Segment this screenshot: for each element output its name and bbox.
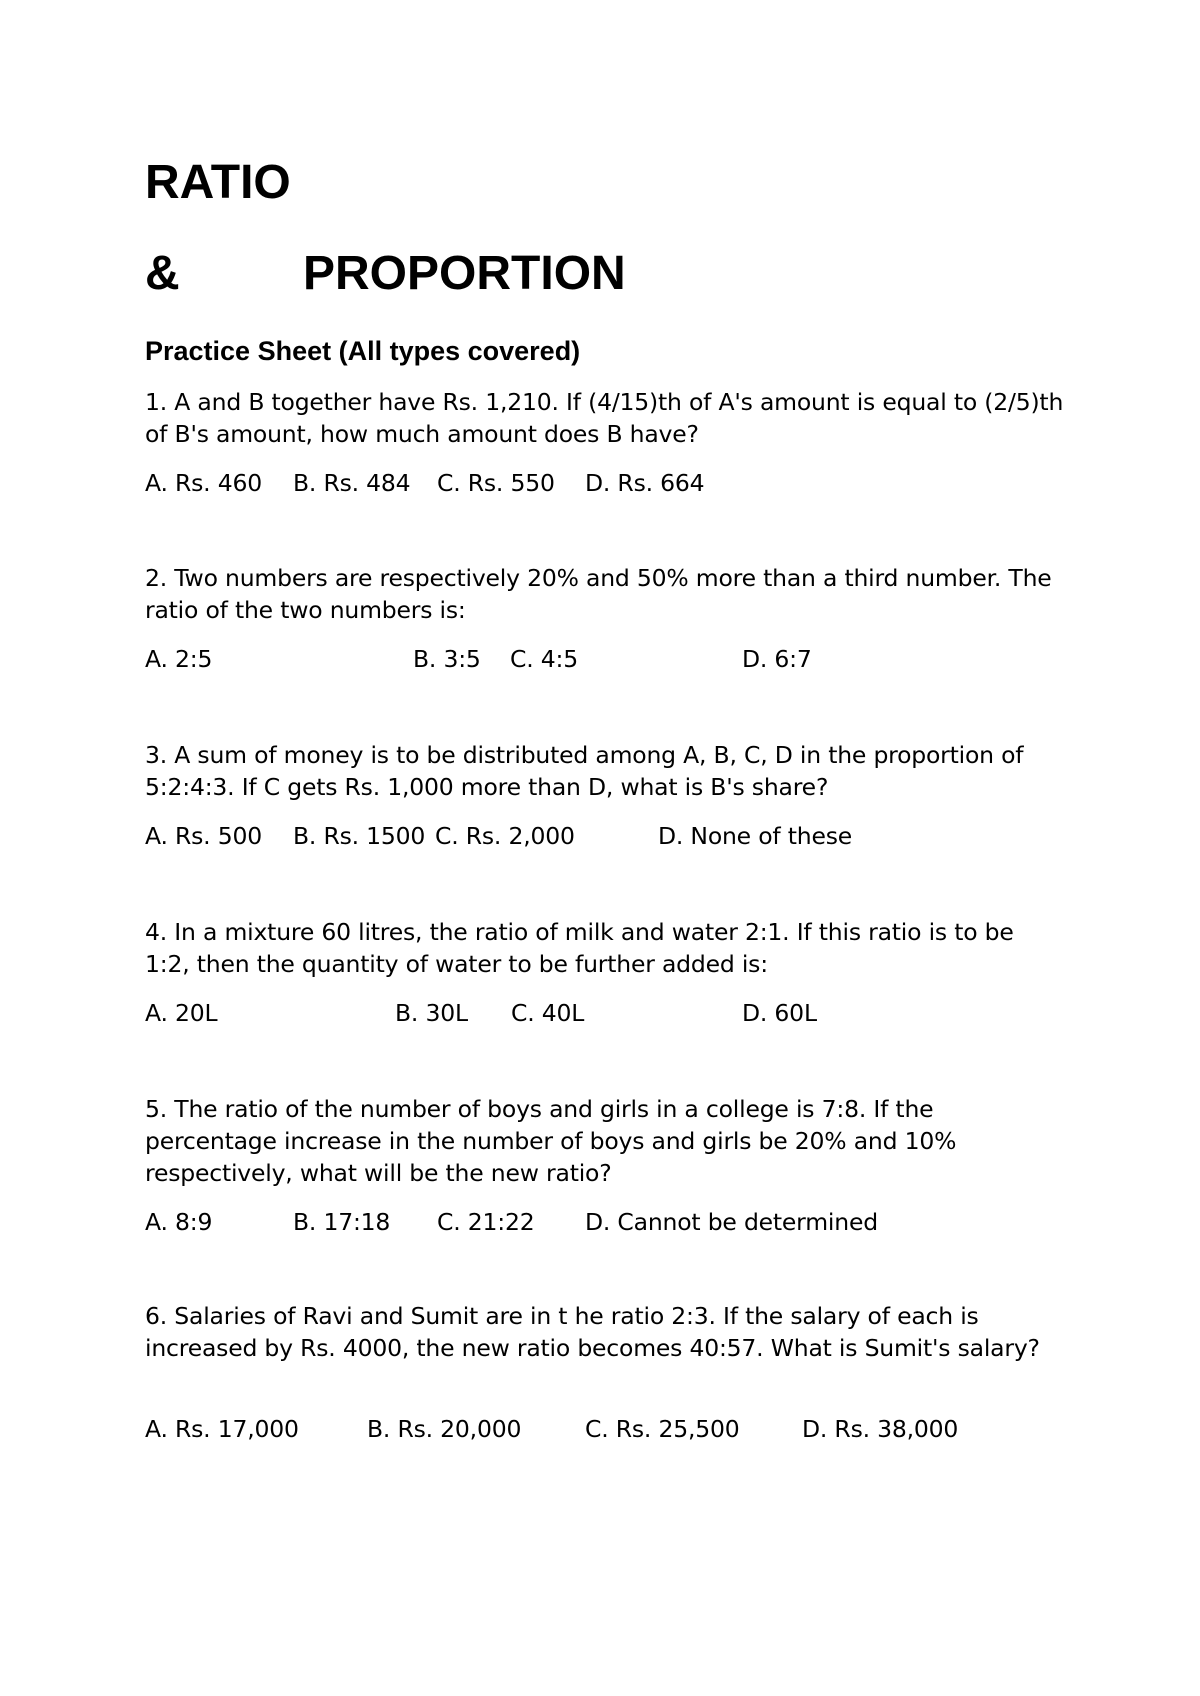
question-5: 5. The ratio of the number of boys and girls in a college is 7:8. If the percentage increase in the number of boys and girls be 20% and 10% respectively, what will be the new ratio? [145, 1095, 957, 1187]
question-1: 1. A and B together have Rs. 1,210. If (4/15)th of A's amount is equal to (2/5)th of B's amount, how much amount does B have? [145, 388, 1064, 448]
question-5-options [145, 1206, 1045, 1240]
question-3: 3. A sum of money is to be distributed among A, B, C, D in the proportion of 5:2:4:3. If C gets Rs. 1,000 more than D, what is B's share? [145, 741, 1024, 801]
option-b: B. Rs. 1500 [293, 822, 426, 850]
question-6-options [145, 1413, 1045, 1447]
title-proportion: PROPORTION [303, 247, 626, 300]
question-4-options [145, 997, 1045, 1031]
option-b: B. Rs. 484 [293, 469, 411, 497]
option-a: A. Rs. 500 [145, 822, 262, 850]
option-d: D. Rs. 664 [585, 469, 705, 497]
option-a: A. Rs. 460 [145, 469, 262, 497]
option-d: D. 60L [742, 999, 817, 1027]
option-b: B. Rs. 20,000 [367, 1415, 522, 1443]
option-c: C. Rs. 25,500 [585, 1415, 740, 1443]
question-4: 4. In a mixture 60 litres, the ratio of milk and water 2:1. If this ratio is to be 1:2, then the quantity of water to be further added is: [145, 918, 1014, 978]
question-2: 2. Two numbers are respectively 20% and 50% more than a third number. The ratio of the two numbers is: [145, 564, 1052, 624]
question-1-options [145, 467, 1045, 501]
option-d: D. 6:7 [742, 645, 812, 673]
option-d: D. Cannot be determined [585, 1208, 878, 1236]
subtitle: Practice Sheet (All types covered) [145, 336, 581, 366]
option-d: D. None of these [658, 822, 853, 850]
option-a: A. 2:5 [145, 645, 213, 673]
option-c: C. Rs. 550 [437, 469, 555, 497]
question-6: 6. Salaries of Ravi and Sumit are in t he ratio 2:3. If the salary of each is increased by Rs. 4000, the new ratio becomes 40:57. What is Sumit's salary? [145, 1302, 1040, 1362]
question-3-options [145, 820, 1045, 854]
option-c: C. Rs. 2,000 [435, 822, 575, 850]
option-b: B. 17:18 [293, 1208, 391, 1236]
option-a: A. 20L [145, 999, 218, 1027]
option-a: A. 8:9 [145, 1208, 213, 1236]
option-a: A. Rs. 17,000 [145, 1415, 299, 1443]
option-d: D. Rs. 38,000 [802, 1415, 959, 1443]
option-c: C. 21:22 [437, 1208, 535, 1236]
option-b: B. 30L [395, 999, 468, 1027]
option-c: C. 40L [511, 999, 585, 1027]
option-c: C. 4:5 [510, 645, 578, 673]
title-ratio: RATIO [145, 156, 291, 209]
question-2-options [145, 643, 1045, 677]
title-ampersand: & [145, 247, 180, 300]
option-b: B. 3:5 [413, 645, 481, 673]
